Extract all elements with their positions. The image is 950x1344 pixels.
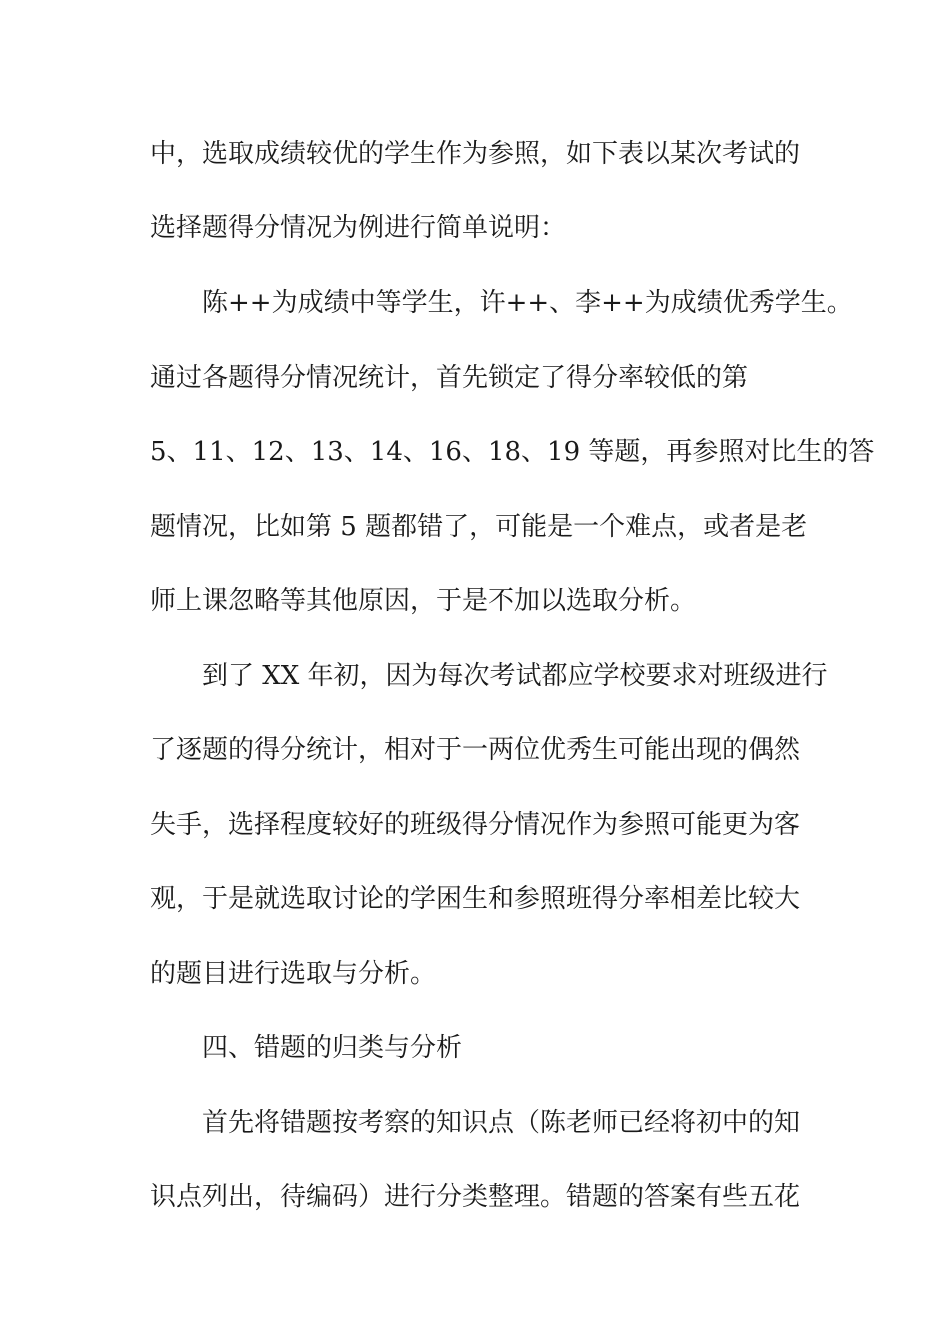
paragraph-line-3: 陈++为成绩中等学生，许++、李++为成绩优秀学生。	[202, 288, 853, 318]
paragraph-line-1: 中，选取成绩较优的学生作为参照，如下表以某次考试的	[150, 139, 801, 169]
paragraph-line-14: 首先将错题按考察的知识点（陈老师已经将初中的知	[202, 1108, 801, 1138]
paragraph-line-10: 失手，选择程度较好的班级得分情况作为参照可能更为客	[150, 810, 801, 840]
paragraph-line-9: 了逐题的得分统计，相对于一两位优秀生可能出现的偶然	[150, 735, 801, 765]
paragraph-line-11: 观，于是就选取讨论的学困生和参照班得分率相差比较大	[150, 884, 801, 914]
paragraph-line-8: 到了 XX 年初，因为每次考试都应学校要求对班级进行	[202, 661, 828, 691]
paragraph-line-7: 师上课忽略等其他原因，于是不加以选取分析。	[150, 586, 697, 616]
paragraph-line-2: 选择题得分情况为例进行简单说明：	[150, 213, 567, 243]
paragraph-line-6: 题情况，比如第 5 题都错了，可能是一个难点，或者是老	[150, 512, 808, 542]
section-heading: 四、错题的归类与分析	[202, 1033, 463, 1063]
paragraph-line-4: 通过各题得分情况统计，首先锁定了得分率较低的第	[150, 363, 749, 393]
paragraph-line-5: 5、11、12、13、14、16、18、19 等题，再参照对比生的答	[150, 437, 875, 467]
paragraph-line-12: 的题目进行选取与分析。	[150, 959, 437, 989]
paragraph-line-15: 识点列出，待编码）进行分类整理。错题的答案有些五花	[150, 1182, 801, 1212]
